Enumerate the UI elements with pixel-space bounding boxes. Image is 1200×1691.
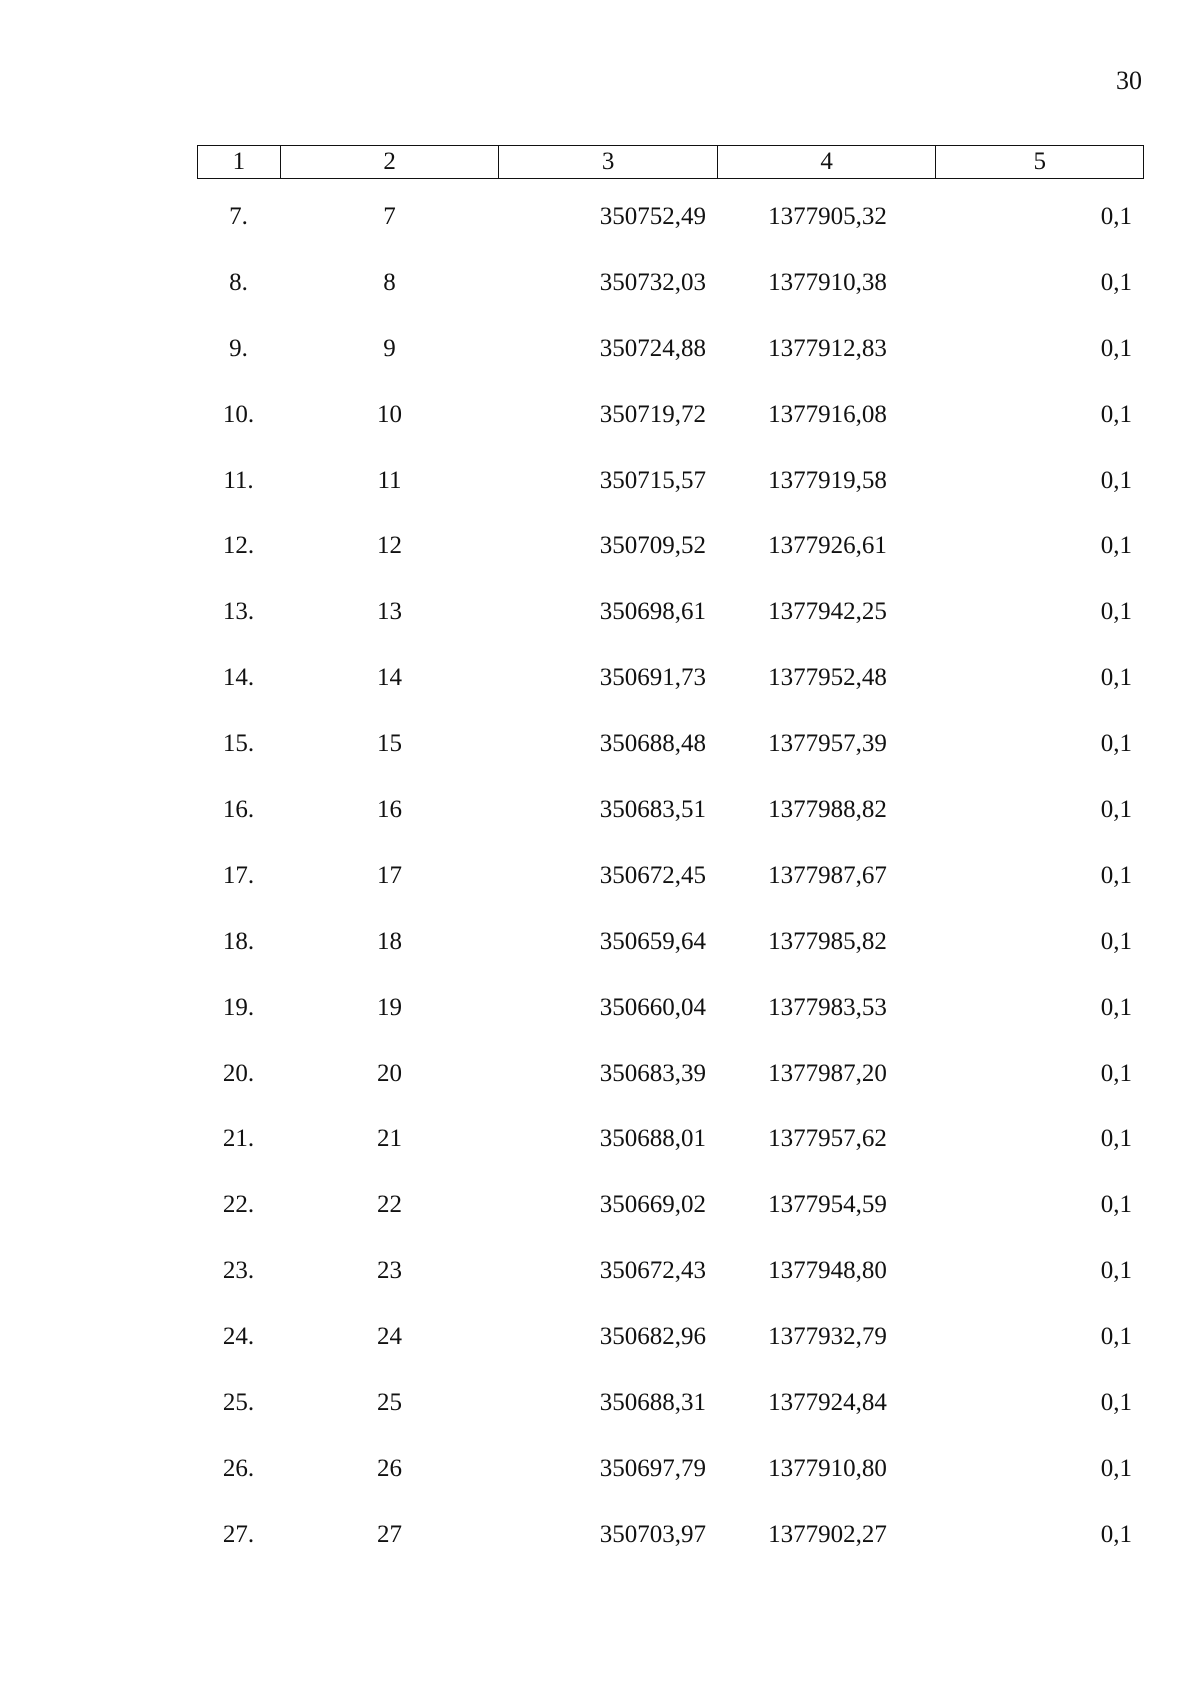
page-number: 30 [1116,66,1142,95]
table-cell: 23. [222,1257,255,1285]
table-row [197,382,1144,448]
table-cell: 1377912,83 [768,334,887,362]
table-cell: 1377910,38 [768,268,887,296]
table-cell: 1377954,59 [768,1191,887,1219]
table-row [197,711,1144,777]
table-cell: 0,1 [1100,1059,1132,1087]
table-cell: 350691,73 [599,664,706,692]
table-cell: 0,1 [1100,1520,1132,1548]
table-cell: 11. [223,466,254,494]
table-row [197,1502,1144,1568]
table-row [197,1172,1144,1238]
table-cell: 8. [229,268,248,296]
table-cell: 0,1 [1100,795,1132,823]
table-cell: 0,1 [1100,532,1132,560]
table-cell: 0,1 [1100,202,1132,230]
table-cell: 9 [383,334,396,362]
table-cell: 20 [377,1059,402,1087]
table-row [197,513,1144,579]
table-cell: 27. [222,1520,255,1548]
table-cell: 13. [222,598,255,626]
table-cell: 1377988,82 [768,795,887,823]
table-cell: 17. [222,861,255,889]
table-cell: 350669,02 [599,1191,706,1219]
table-cell: 14. [222,664,255,692]
table-cell: 0,1 [1100,598,1132,626]
table-cell: 12. [222,532,255,560]
table-cell: 350752,49 [599,202,706,230]
table-cell: 350683,39 [599,1059,706,1087]
table-cell: 11 [377,466,402,494]
table-cell: 26. [222,1454,255,1482]
table-cell: 26 [377,1454,402,1482]
table-row [197,1436,1144,1502]
table-row [197,909,1144,975]
table-cell: 18 [377,927,402,955]
table-cell: 18. [222,927,255,955]
table-cell: 0,1 [1100,927,1132,955]
table-cell: 15 [377,730,402,758]
table-row [197,250,1144,316]
table-cell: 21. [222,1125,255,1153]
table-cell: 350688,01 [599,1125,706,1153]
table-header-row [197,145,1144,179]
table-cell: 1377957,62 [768,1125,887,1153]
table-row [197,184,1144,250]
table-cell: 19. [222,993,255,1021]
table-cell: 1377905,32 [768,202,887,230]
table-cell: 21 [377,1125,402,1153]
table-cell: 25. [222,1388,255,1416]
table-cell: 1377919,58 [768,466,887,494]
header-cell: 1 [198,146,281,178]
table-cell: 1377910,80 [768,1454,887,1482]
table-cell: 1377902,27 [768,1520,887,1548]
table-cell: 7 [383,202,396,230]
table-cell: 25 [377,1388,402,1416]
table-cell: 0,1 [1100,268,1132,296]
table-row [197,448,1144,514]
table-cell: 0,1 [1100,730,1132,758]
table-cell: 9. [229,334,248,362]
table-cell: 350683,51 [599,795,706,823]
table-row [197,579,1144,645]
table-cell: 0,1 [1100,1191,1132,1219]
table-cell: 14 [377,664,402,692]
table-cell: 22. [222,1191,255,1219]
table-cell: 350672,45 [599,861,706,889]
table-cell: 15. [222,730,255,758]
table-cell: 350660,04 [599,993,706,1021]
table-cell: 1377952,48 [768,664,887,692]
table-cell: 0,1 [1100,1323,1132,1351]
table-cell: 350682,96 [599,1323,706,1351]
table-cell: 0,1 [1100,1454,1132,1482]
table-cell: 0,1 [1100,1125,1132,1153]
table-body [197,184,1144,1568]
table-cell: 350732,03 [599,268,706,296]
table-cell: 24. [222,1323,255,1351]
table-cell: 17 [377,861,402,889]
table-cell: 1377916,08 [768,400,887,428]
table-cell: 0,1 [1100,400,1132,428]
coordinates-table [197,145,1144,1568]
header-cell: 4 [718,146,937,178]
table-cell: 16. [222,795,255,823]
table-row [197,1238,1144,1304]
table-row [197,645,1144,711]
table-cell: 0,1 [1100,1388,1132,1416]
header-cell: 3 [499,146,718,178]
table-cell: 1377987,20 [768,1059,887,1087]
table-cell: 0,1 [1100,1257,1132,1285]
table-cell: 10. [222,400,255,428]
table-cell: 10 [377,400,402,428]
table-cell: 1377985,82 [768,927,887,955]
table-cell: 350688,31 [599,1388,706,1416]
table-cell: 1377983,53 [768,993,887,1021]
table-cell: 27 [377,1520,402,1548]
table-row [197,843,1144,909]
table-cell: 12 [377,532,402,560]
table-cell: 1377948,80 [768,1257,887,1285]
table-cell: 350697,79 [599,1454,706,1482]
table-cell: 13 [377,598,402,626]
table-cell: 1377926,61 [768,532,887,560]
table-row [197,1304,1144,1370]
header-cell: 5 [1033,148,1046,175]
table-cell: 1377924,84 [768,1388,887,1416]
table-cell: 0,1 [1100,664,1132,692]
table-row [197,1370,1144,1436]
table-row [197,316,1144,382]
table-cell: 350719,72 [599,400,706,428]
table-cell: 7. [229,202,248,230]
table-cell: 8 [383,268,396,296]
table-cell: 350659,64 [599,927,706,955]
table-cell: 350688,48 [599,730,706,758]
table-cell: 350698,61 [599,598,706,626]
table-cell: 0,1 [1100,993,1132,1021]
table-cell: 19 [377,993,402,1021]
table-row [197,975,1144,1041]
table-cell: 0,1 [1100,334,1132,362]
table-cell: 24 [377,1323,402,1351]
table-cell: 0,1 [1100,466,1132,494]
table-cell: 350672,43 [599,1257,706,1285]
table-row [197,1106,1144,1172]
table-cell: 22 [377,1191,402,1219]
table-cell: 1377987,67 [768,861,887,889]
table-row [197,1041,1144,1107]
header-cell: 2 [281,146,500,178]
table-cell: 20. [222,1059,255,1087]
table-cell: 350715,57 [599,466,706,494]
table-cell: 0,1 [1100,861,1132,889]
table-cell: 350724,88 [599,334,706,362]
table-cell: 1377932,79 [768,1323,887,1351]
table-cell: 1377942,25 [768,598,887,626]
table-cell: 350703,97 [599,1520,706,1548]
table-cell: 16 [377,795,402,823]
table-cell: 1377957,39 [768,730,887,758]
table-cell: 350709,52 [599,532,706,560]
table-cell: 23 [377,1257,402,1285]
table-row [197,777,1144,843]
